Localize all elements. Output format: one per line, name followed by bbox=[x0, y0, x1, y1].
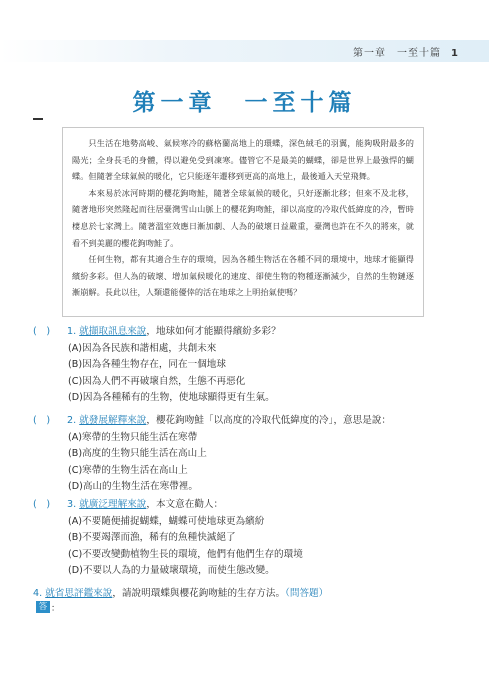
question-3 bbox=[33, 497, 303, 580]
option-c[interactable]: (C)不要改變動植物生長的環境，他們有他們生存的環境 bbox=[68, 548, 303, 560]
question-text: ，櫻花鉤吻鮭「以高度的冷取代低緯度的冷」，意思是說： bbox=[146, 415, 392, 426]
question-category: 就廣泛理解來說 bbox=[79, 499, 147, 510]
option-b[interactable]: (B)因為各種生物存在，同在一個地球 bbox=[68, 359, 226, 370]
question-category: 就擷取訊息來說 bbox=[79, 326, 147, 337]
answer-colon: ： bbox=[51, 604, 61, 614]
passage-paragraph: 只生活在地勢高峻、氣候寒冷的蘇格蘭高地上的環蝶，深色絨毛的羽翼，能夠吸附最多的陽光；全身長毛的身體，得以避免受到凍寒。儘管它不是最美的蝴蝶，卻是世界上最強悍的蝴蝶。但隨著全球氣候的暖化，它只能逐年遷移到更高的高地上，最後遁入天堂飛舞。 bbox=[72, 138, 414, 182]
question-text: ，請說明環蝶與櫻花鉤吻鮭的生存方法。 bbox=[112, 588, 286, 599]
question-category: 就發展解釋來說 bbox=[79, 415, 147, 426]
answer-bracket[interactable]: ( ) bbox=[33, 326, 51, 337]
option-a[interactable]: (A)不要隨便捕捉蝴蝶，蝴蝶可使地球更為繽紛 bbox=[68, 515, 265, 527]
option-d[interactable]: (D)高山的生物生活在寒帶裡。 bbox=[68, 481, 198, 492]
question-4 bbox=[33, 585, 328, 599]
chapter-title: 第一章 一至十篇 bbox=[132, 89, 357, 116]
option-d[interactable]: (D)不要以人為的力量破壞環境，而使生態改變。 bbox=[68, 565, 275, 576]
question-text: ，本文意在勸人： bbox=[146, 499, 224, 510]
answer-bracket[interactable]: ( ) bbox=[33, 415, 51, 426]
answer-badge: 答 bbox=[36, 601, 50, 613]
question-number: 4. bbox=[33, 588, 43, 599]
passage-paragraph: 任何生物，都有其適合生存的環境，因為各種生物活在各種不同的環境中，地球才能顯得繽紛多彩。但人為的破壞、增加氣候暖化的速度、卻使生物的物種逐漸減少，自然的生物鏈逐漸崩解。長此以往，人類還能優倖的活在地球之上明抬氣使嗎？ bbox=[72, 254, 414, 298]
question-number: 2. bbox=[67, 415, 77, 426]
question-1 bbox=[33, 324, 281, 407]
question-stem bbox=[33, 413, 391, 430]
option-c[interactable]: (C)因為人們不再破壞自然，生態不再惡化 bbox=[68, 375, 246, 387]
option-b[interactable]: (B)高度的生物只能生活在高山上 bbox=[68, 448, 207, 459]
running-title: 第一章 一至十篇 bbox=[353, 48, 442, 59]
running-header bbox=[353, 44, 459, 59]
option-a[interactable]: (A)寒帶的生物只能生活在寒帶 bbox=[68, 431, 198, 443]
question-number: 1. bbox=[67, 326, 77, 337]
option-d[interactable]: (D)因為各種稀有的生物，使地球顯得更有生氣。 bbox=[68, 392, 275, 403]
option-c[interactable]: (C)寒帶的生物生活在高山上 bbox=[68, 464, 188, 476]
option-b[interactable]: (B)不要竭澤而漁，稀有的魚種快滅絕了 bbox=[68, 532, 236, 543]
question-2 bbox=[33, 413, 391, 496]
section-dash bbox=[33, 118, 43, 120]
page-number: 1 bbox=[451, 48, 459, 59]
passage-paragraph: 本來易於冰河時期的櫻花鉤吻鮭，隨著全球氣候的暖化，只好逐漸北移；但來不及北移，隨著地形突然隆起而往居臺灣雪山山脈上的櫻花鉤吻鮭，卻以高度的冷取代低緯度的冷，暫時棲息於七家灣上。隨著溫室效應日漸加劇、人為的破壞日益嚴重，臺灣也許在不久的將來，就看不到美麗的櫻花鉤吻鮭了。 bbox=[72, 187, 414, 248]
question-type-label: （問答題） bbox=[285, 588, 329, 599]
question-text: ，地球如何才能顯得繽紛多彩？ bbox=[146, 326, 281, 337]
reading-passage bbox=[62, 127, 424, 317]
option-a[interactable]: (A)因為各民族和諧相處，共創未來 bbox=[68, 342, 217, 354]
question-category: 就省思評鑑來說 bbox=[45, 588, 113, 599]
question-stem bbox=[33, 497, 303, 514]
question-stem bbox=[33, 324, 281, 341]
question-number: 3. bbox=[67, 499, 77, 510]
answer-bracket[interactable]: ( ) bbox=[33, 499, 51, 510]
